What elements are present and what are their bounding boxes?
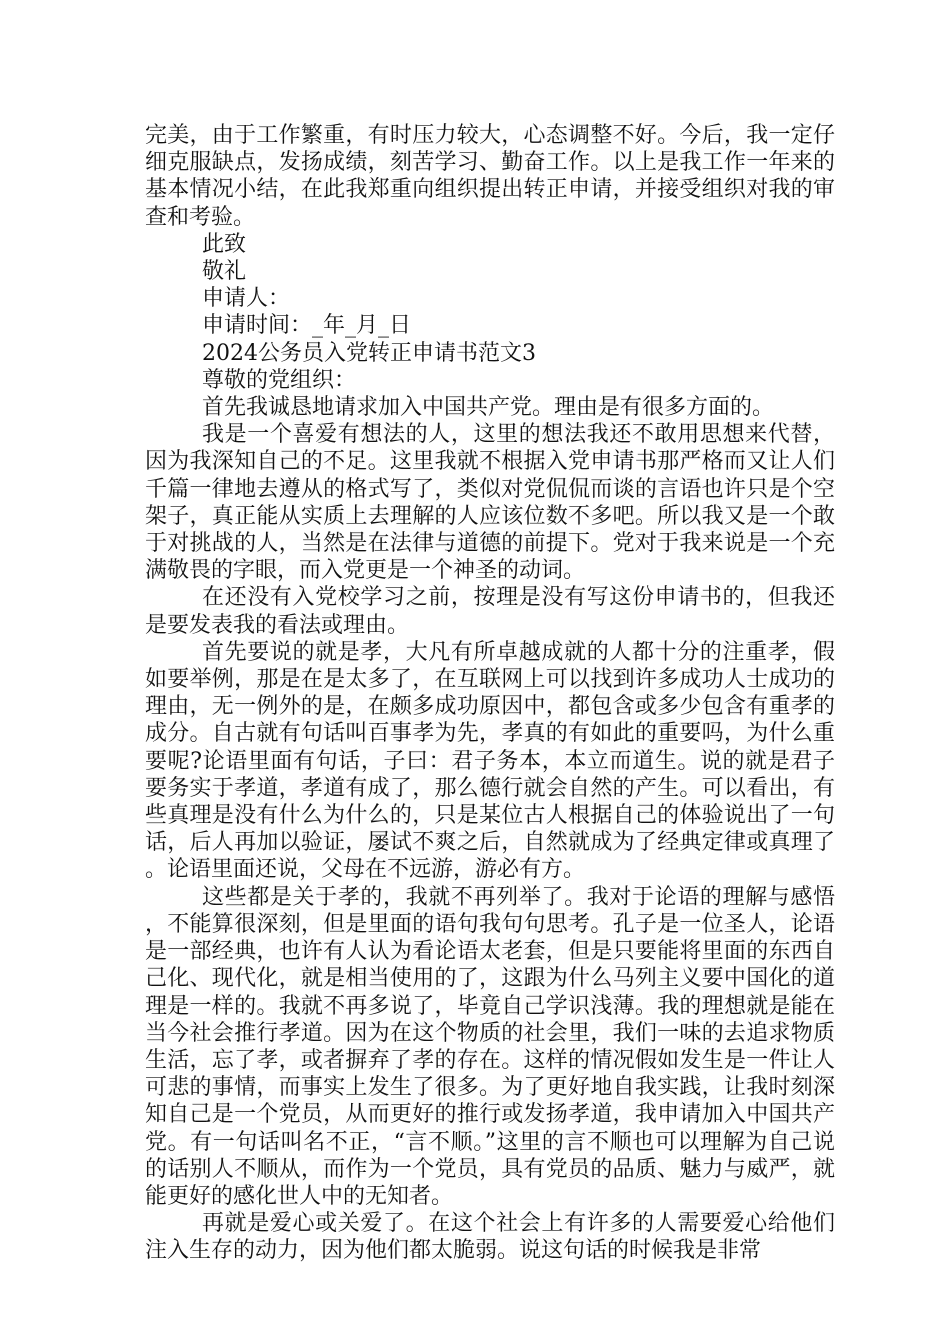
paragraph-request: 首先我诚恳地请求加入中国共产党。理由是有很多方面的。	[202, 395, 775, 421]
paragraph-analects: 这些都是关于孝的，我就不再列举了。我对于论语的理解与感悟，不能算很深刻，但是里面的语句我句句思考。孔子是一位圣人，论语是一部经典，也许有人认为看论语太老套，但是只要能将里面的东西自己化、现代化，就是相当使用的了，这跟为什么马列主义要中国化的道理是一样的。我就不再多说了，毕竟自己学识浅薄。我的理想就是能在当今社会推行孝道。因为在这个物质的社会里，我们一味的去追求物质生活，忘了孝，或者摒弃了孝的存在。这样的情况假如发生是一件让人可悲的事情，而事实上发生了很多。为了更好地自我实践，让我时刻深知自己是一个党员，从而更好的推行或发扬孝道，我申请加入中国共产党。有一句话叫名不正，“言不顺。”这里的言不顺也可以理解为自己说的话别人不顺从，而作为一个党员，具有党员的品质、魅力与威严，就能更好的感化世人中的无知者。	[145, 884, 835, 1209]
application-date-line: 申请时间：_年_月_日	[202, 313, 412, 339]
paragraph-filial-piety: 首先要说的就是孝，大凡有所卓越成就的人都十分的注重孝，假如要举例，那是在是太多了，在互联网上可以找到许多成功人士成功的理由，无一例外的是，在颇多成功原因中，都包含或多少包含有重孝的成分。自古就有句话叫百事孝为先，孝真的有如此的重要吗，为什么重要呢?论语里面有句话，子曰：君子务本，本立而道生。说的就是君子要务实于孝道，孝道有成了，那么德行就会自然的产生。可以看出，有些真理是没有什么为什么的，只是某位古人根据自己的体验说出了一句话，后人再加以验证，屡试不爽之后，自然就成为了经典定律或真理了。论语里面还说，父母在不远游，游必有方。	[145, 639, 835, 883]
paragraph-ideas: 我是一个喜爱有想法的人，这里的想法我还不敢用思想来代替，因为我深知自己的不足。这里我就不根据入党申请书那严格而又让人们千篇一律地去遵从的格式写了，类似对党侃侃而谈的言语也许只是个空架子，真正能从实质上去理解的人应该位数不多吧。所以我又是一个敢于对挑战的人，当然是在法律与道德的前提下。党对于我来说是一个充满敬畏的字眼，而入党更是一个神圣的动词。	[145, 422, 835, 584]
greeting-line: 尊敬的党组织：	[202, 367, 357, 393]
salutation-jingli: 敬礼	[202, 259, 247, 285]
paragraph-party-school: 在还没有入党校学习之前，按理是没有写这份申请书的，但我还是要发表我的看法或理由。	[145, 585, 835, 638]
section-title: 2024公务员入党转正申请书范文3	[202, 340, 536, 366]
document-body	[145, 122, 835, 1265]
applicant-line: 申请人：	[202, 286, 291, 312]
paragraph-closing-summary: 完美，由于工作繁重，有时压力较大，心态调整不好。今后，我一定仔细克服缺点，发扬成绩，刻苦学习、勤奋工作。以上是我工作一年来的基本情况小结，在此我郑重向组织提出转正申请，并接受组织对我的审查和考验。	[145, 123, 835, 230]
salutation-cizhi: 此致	[202, 231, 247, 257]
paragraph-caring: 再就是爱心或关爱了。在这个社会上有许多的人需要爱心给他们注入生存的动力，因为他们都太脆弱。说这句话的时候我是非常	[145, 1211, 835, 1264]
